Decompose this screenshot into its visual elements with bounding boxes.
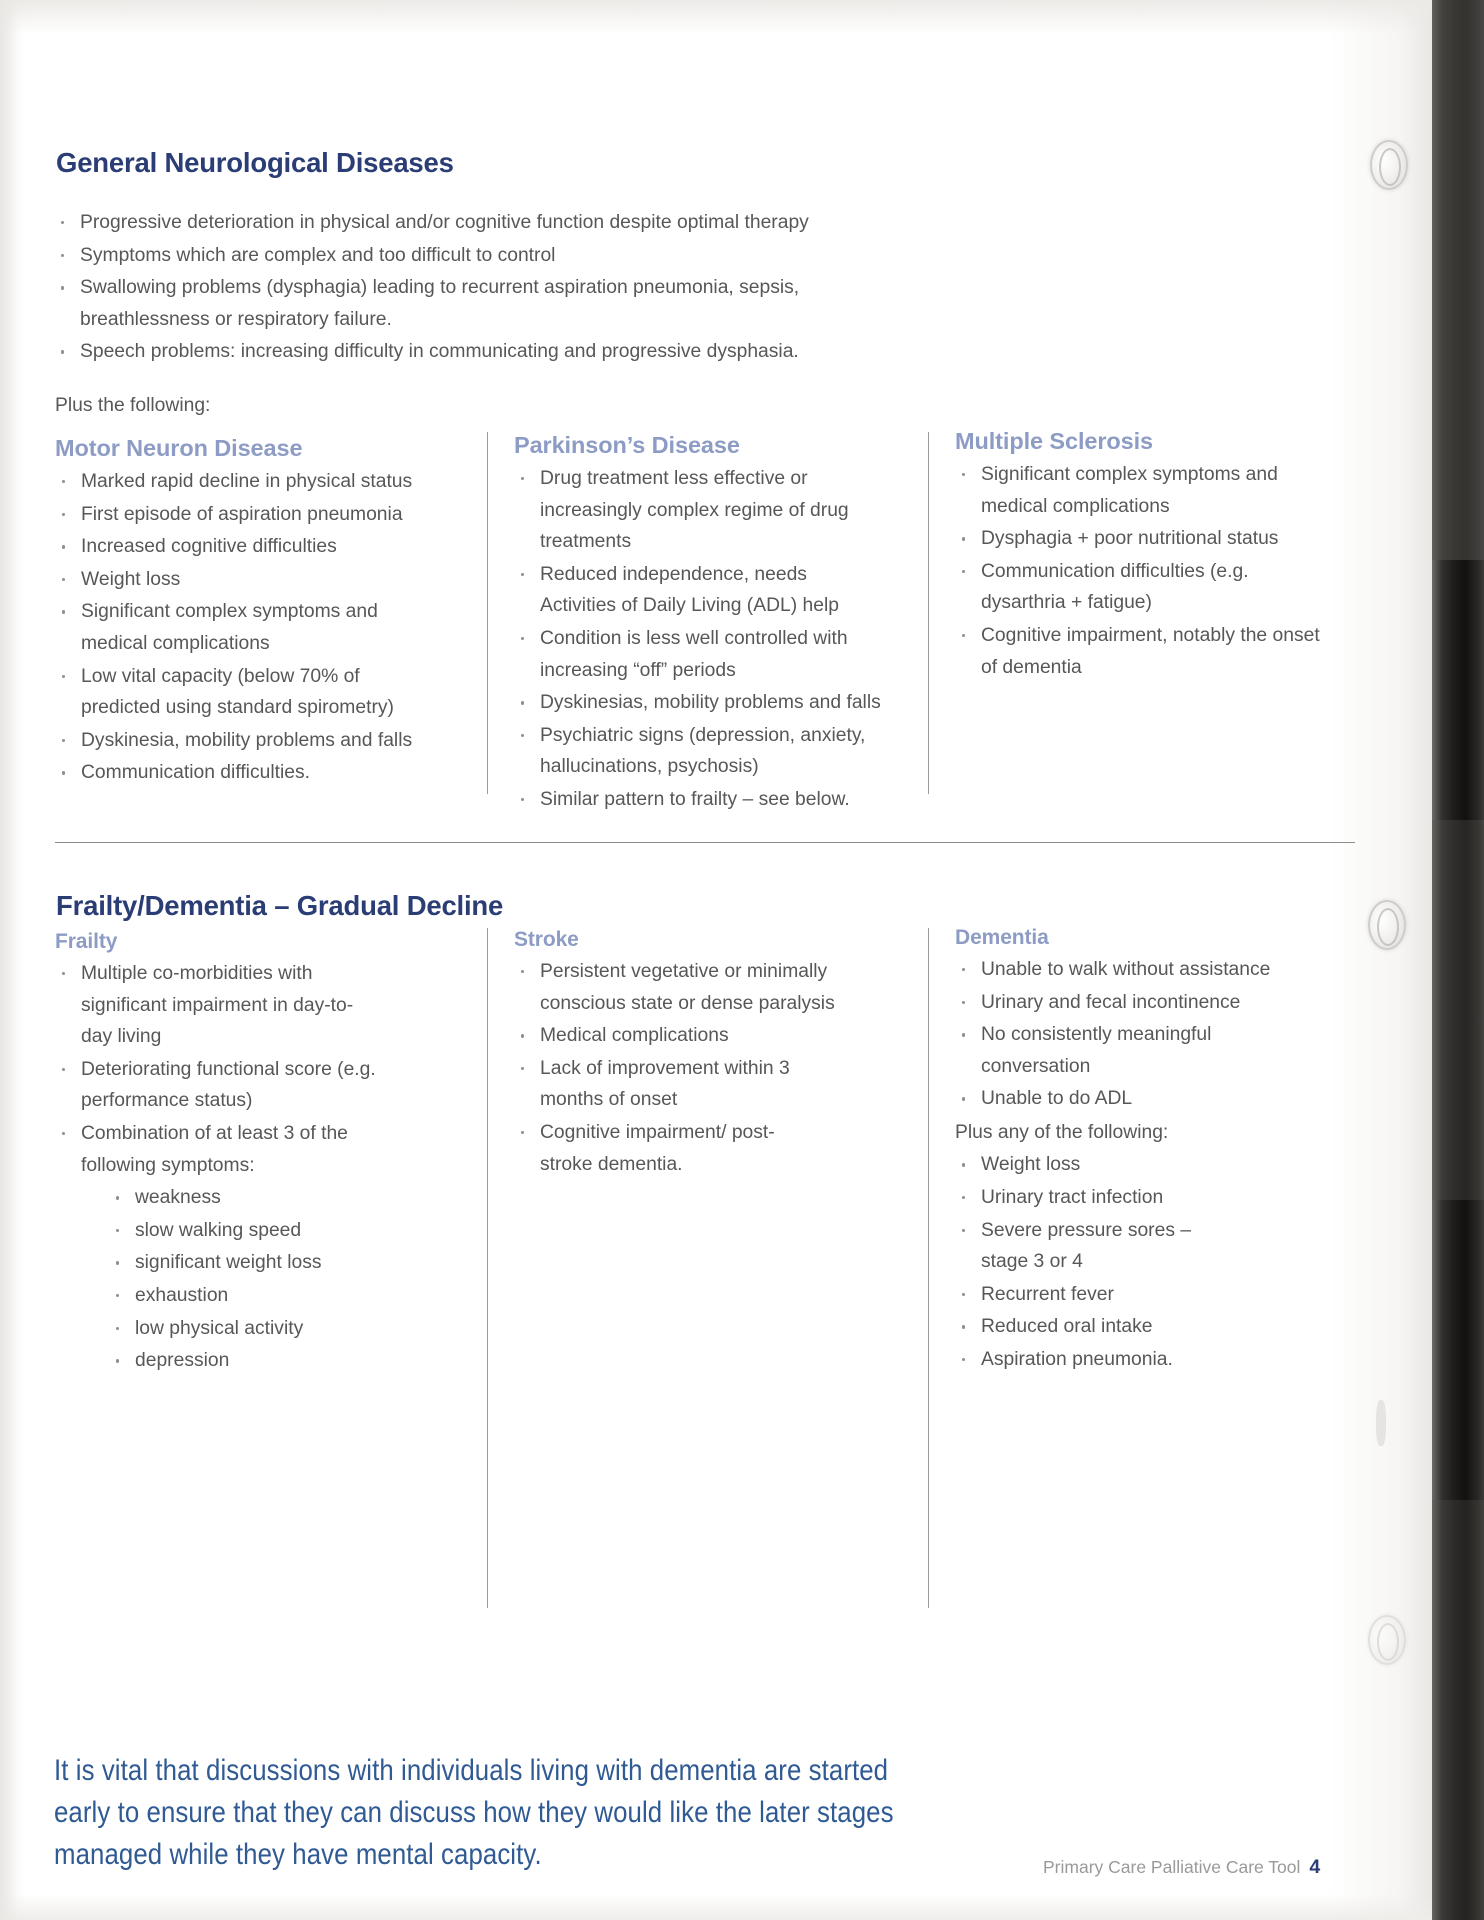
list-item: Unable to do ADL — [955, 1083, 1355, 1115]
section-title-general-neurological: General Neurological Diseases — [56, 147, 454, 178]
column-heading: Dementia — [955, 926, 1049, 949]
list-item: Reduced oral intake — [955, 1311, 1355, 1343]
list-item: Communication difficulties. — [55, 757, 455, 789]
column-heading: Parkinson’s Disease — [514, 432, 740, 458]
list-item: Weight loss — [955, 1149, 1355, 1181]
list-item: Multiple co-morbidities with significant impairment in day-to-day living — [55, 958, 381, 1053]
dementia-additional-list — [955, 1149, 1355, 1375]
list-item: Drug treatment less effective or increasingly complex regime of drug treatments — [514, 463, 885, 558]
list-item: Unable to walk without assistance — [955, 954, 1355, 986]
list-item: Symptoms which are complex and too difficult to control — [54, 240, 1104, 272]
list-item: Medical complications — [514, 1020, 914, 1052]
column-divider — [928, 928, 929, 1608]
list-item: depression — [109, 1345, 455, 1377]
list-item: Lack of improvement within 3 months of onset — [514, 1053, 840, 1116]
list-item: Dyskinesias, mobility problems and falls — [514, 687, 909, 719]
list-item: Progressive deterioration in physical and/or cognitive function despite optimal therapy — [54, 207, 1104, 239]
list-item: Similar pattern to frailty – see below. — [514, 784, 909, 816]
list-item: Urinary and fecal incontinence — [955, 987, 1355, 1019]
footer-text — [1043, 1856, 1320, 1879]
list-item: Combination of at least 3 of the following symptoms: — [55, 1118, 401, 1181]
section-title-frailty-dementia: Frailty/Dementia – Gradual Decline — [56, 890, 504, 921]
list-item: Cognitive impairment/ post-stroke dementia. — [514, 1117, 790, 1180]
list-item: No consistently meaningful conversation — [955, 1019, 1281, 1082]
list-item: Condition is less well controlled with increasing “off” periods — [514, 623, 885, 686]
list-item: Reduced independence, needs Activities of Daily Living (ADL) help — [514, 559, 885, 622]
column-heading: Stroke — [514, 928, 579, 951]
list-item: Psychiatric signs (depression, anxiety, hallucinations, psychosis) — [514, 720, 900, 783]
closing-quote: It is vital that discussions with individuals living with dementia are started early to ensure that they can discuss how they would like the later stages managed while they have mental capacity. — [54, 1754, 894, 1871]
list-item: Swallowing problems (dysphagia) leading to recurrent aspiration pneumonia, sepsis, breathlessness or respiratory failure. — [54, 272, 900, 335]
list-item: Urinary tract infection — [955, 1182, 1355, 1214]
parkinsons-disease-list — [514, 463, 909, 816]
list-item: significant weight loss — [109, 1247, 455, 1279]
column-stroke — [514, 928, 914, 1181]
column-heading: Frailty — [55, 930, 118, 953]
list-item: Persistent vegetative or minimally conscious state or dense paralysis — [514, 956, 880, 1019]
list-item: Communication difficulties (e.g. dysarthria + fatigue) — [955, 556, 1321, 619]
column-heading: Motor Neuron Disease — [55, 435, 303, 461]
column-parkinsons-disease — [514, 432, 909, 817]
multiple-sclerosis-list — [955, 459, 1355, 683]
list-item: low physical activity — [109, 1313, 455, 1345]
list-item: Significant complex symptoms and medical complications — [955, 459, 1336, 522]
list-item: Significant complex symptoms and medical complications — [55, 596, 426, 659]
column-dementia — [955, 926, 1355, 1377]
general-neurological-bullet-list — [54, 207, 1104, 369]
footer-label: Primary Care Palliative Care Tool — [1043, 1857, 1301, 1877]
list-item: First episode of aspiration pneumonia — [55, 499, 455, 531]
column-multiple-sclerosis — [955, 428, 1355, 684]
list-item: Recurrent fever — [955, 1279, 1355, 1311]
column-divider — [487, 928, 488, 1608]
frailty-list — [55, 958, 455, 1181]
scanner-edge — [1432, 0, 1484, 1920]
section-divider — [55, 842, 1355, 843]
stroke-list — [514, 956, 914, 1180]
list-item: exhaustion — [109, 1280, 455, 1312]
list-item: Marked rapid decline in physical status — [55, 466, 455, 498]
frailty-symptom-sublist — [109, 1182, 455, 1377]
list-item: Weight loss — [55, 564, 455, 596]
column-divider — [928, 432, 929, 794]
column-frailty — [55, 930, 455, 1378]
list-item: Increased cognitive difficulties — [55, 531, 455, 563]
column-motor-neuron-disease — [55, 435, 455, 790]
list-item: Severe pressure sores – stage 3 or 4 — [955, 1215, 1241, 1278]
list-item: Low vital capacity (below 70% of predicted using standard spirometry) — [55, 661, 426, 724]
column-divider — [487, 432, 488, 794]
list-item: weakness — [109, 1182, 455, 1214]
column-heading: Multiple Sclerosis — [955, 428, 1154, 454]
list-item: Cognitive impairment, notably the onset of dementia — [955, 620, 1336, 683]
list-item: Aspiration pneumonia. — [955, 1344, 1355, 1376]
dementia-list — [955, 954, 1355, 1115]
dementia-plus-label: Plus any of the following: — [955, 1121, 1169, 1143]
motor-neuron-disease-list — [55, 466, 455, 789]
list-item: Dyskinesia, mobility problems and falls — [55, 725, 455, 757]
page-number: 4 — [1309, 1856, 1321, 1878]
plus-the-following-label: Plus the following: — [55, 395, 211, 416]
list-item: slow walking speed — [109, 1215, 455, 1247]
list-item: Speech problems: increasing difficulty in communicating and progressive dysphasia. — [54, 336, 1104, 368]
list-item: Deteriorating functional score (e.g. performance status) — [55, 1054, 401, 1117]
list-item: Dysphagia + poor nutritional status — [955, 523, 1341, 555]
